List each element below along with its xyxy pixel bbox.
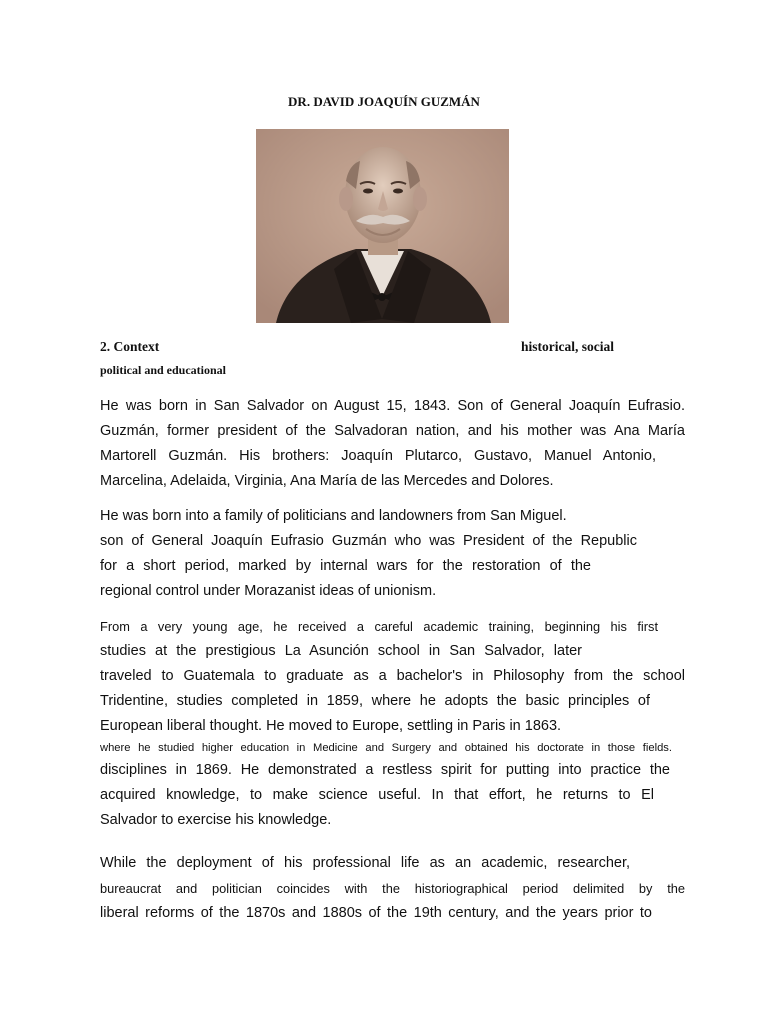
- paragraph-4: [100, 851, 685, 926]
- paragraph-line: bureaucrat and politician coincides with the historiographical period delimited by the: [100, 881, 685, 896]
- paragraph-line: European liberal thought. He moved to Europe, settling in Paris in 1863.: [100, 718, 562, 734]
- section-heading-number: 2. Context: [100, 339, 160, 354]
- paragraph-line: He was born in San Salvador on August 15, 1843. Son of General Joaquín Eufrasio.: [100, 398, 685, 414]
- paragraph-line: studies at the prestigious La Asunción school in San Salvador, later: [100, 643, 582, 659]
- paragraph-line: He was born into a family of politicians and landowners from San Miguel.: [100, 508, 567, 524]
- page-title: DR. DAVID JOAQUÍN GUZMÁN: [288, 94, 480, 109]
- paragraph-line: acquired knowledge, to make science useful. In that effort, he returns to El: [100, 787, 654, 803]
- paragraph-line: Tridentine, studies completed in 1859, where he adopts the basic principles of: [100, 693, 650, 709]
- section-heading-second-line: political and educational: [100, 363, 227, 377]
- paragraph-line: for a short period, marked by internal wars for the restoration of the: [100, 558, 591, 574]
- paragraph-line: Salvador to exercise his knowledge.: [100, 812, 332, 828]
- paragraph-line: son of General Joaquín Eufrasio Guzmán who was President of the Republic: [100, 533, 637, 549]
- section-heading-continued: historical, social: [521, 339, 614, 354]
- paragraph-line: where he studied higher education in Medicine and Surgery and obtained his doctorate in those fields.: [100, 742, 672, 754]
- paragraph-2: [100, 504, 685, 604]
- paragraph-line: traveled to Guatemala to graduate as a bachelor's in Philosophy from the school: [100, 668, 685, 684]
- paragraph-line: Marcelina, Adelaida, Virginia, Ana María de las Mercedes and Dolores.: [100, 473, 554, 489]
- paragraph-line: liberal reforms of the 1870s and 1880s of the 19th century, and the years prior to: [100, 905, 652, 921]
- paragraph-line: regional control under Morazanist ideas of unionism.: [100, 583, 437, 599]
- paragraph-line: From a very young age, he received a careful academic training, beginning his first: [100, 619, 658, 634]
- paragraph-line: Guzmán, former president of the Salvadoran nation, and his mother was Ana María: [100, 423, 685, 439]
- paragraph-3: [100, 614, 685, 833]
- paragraph-1: [100, 394, 685, 494]
- portrait-photo: [256, 129, 509, 323]
- paragraph-line: While the deployment of his professional life as an academic, researcher,: [100, 855, 630, 871]
- paragraph-line: Martorell Guzmán. His brothers: Joaquín Plutarco, Gustavo, Manuel Antonio,: [100, 448, 656, 464]
- paragraph-line: disciplines in 1869. He demonstrated a restless spirit for putting into practice the: [100, 762, 670, 778]
